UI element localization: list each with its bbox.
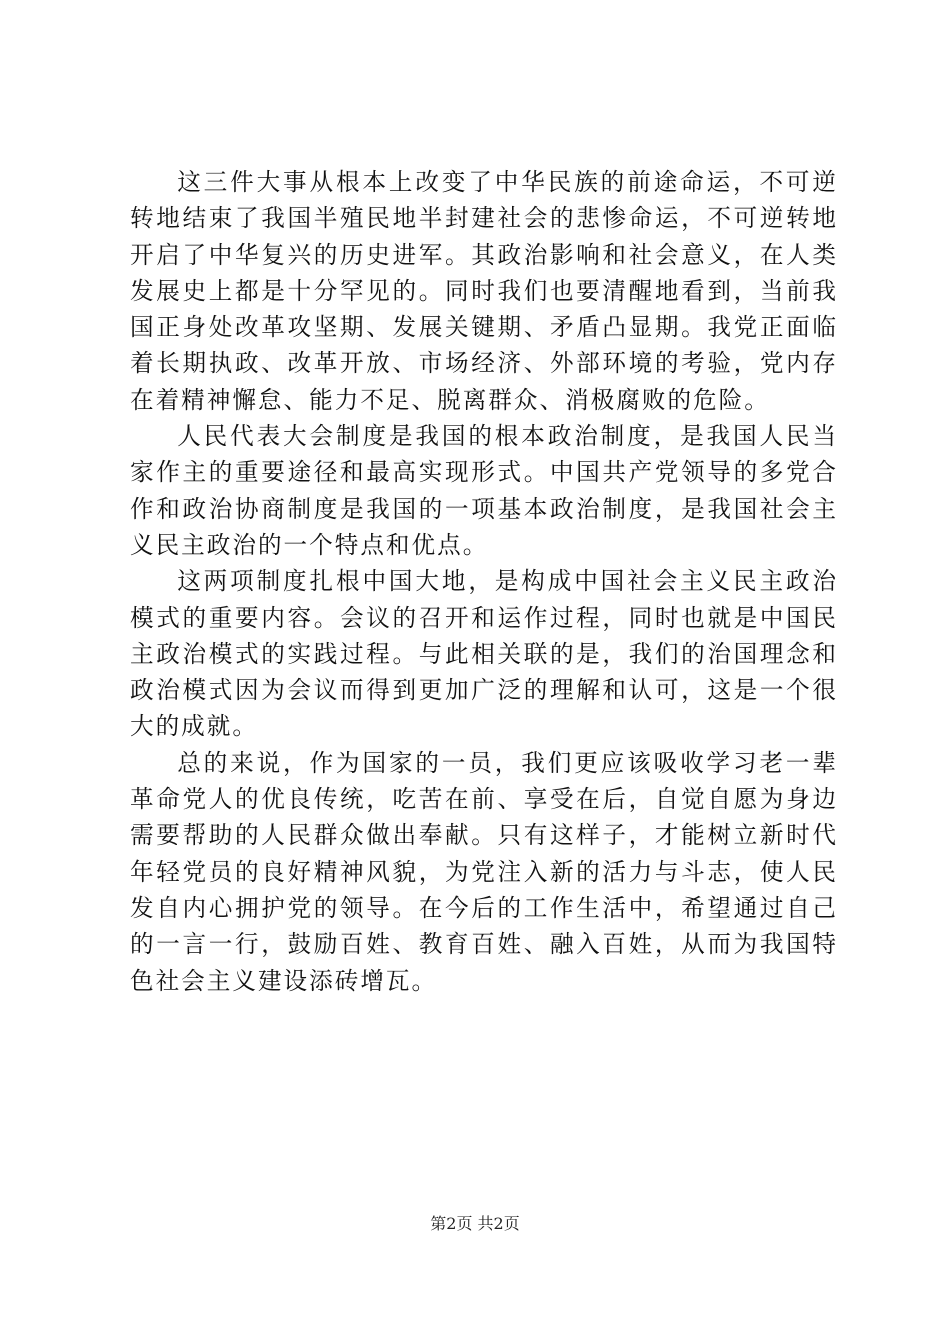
body-paragraph: 总的来说，作为国家的一员，我们更应该吸收学习老一辈革命党人的优良传统，吃苦在前、享受在后，自觉自愿为身边需要帮助的人民群众做出奉献。只有这样子，才能树立新时代年轻党员的良好精神风貌，为党注入新的活力与斗志，使人民发自内心拥护党的领导。在今后的工作生活中，希望通过自己的一言一行，鼓励百姓、教育百姓、融入百姓，从而为我国特色社会主义建设添砖增瓦。 <box>130 748 838 995</box>
document-body <box>130 164 838 999</box>
page-number-footer: 第2页 共2页 <box>430 1214 520 1233</box>
body-paragraph: 这三件大事从根本上改变了中华民族的前途命运，不可逆转地结束了我国半殖民地半封建社会的悲惨命运，不可逆转地开启了中华复兴的历史进军。其政治影响和社会意义，在人类发展史上都是十分罕见的。同时我们也要清醒地看到，当前我国正身处改革攻坚期、发展关键期、矛盾凸显期。我党正面临着长期执政、改革开放、市场经济、外部环境的考验，党内存在着精神懈怠、能力不足、脱离群众、消极腐败的危险。 <box>130 168 838 414</box>
body-paragraph: 人民代表大会制度是我国的根本政治制度，是我国人民当家作主的重要途径和最高实现形式。中国共产党领导的多党合作和政治协商制度是我国的一项基本政治制度，是我国社会主义民主政治的一个特点和优点。 <box>130 422 838 559</box>
body-paragraph: 这两项制度扎根中国大地，是构成中国社会主义民主政治模式的重要内容。会议的召开和运作过程，同时也就是中国民主政治模式的实践过程。与此相关联的是，我们的治国理念和政治模式因为会议而得到更加广泛的理解和认可，这是一个很大的成就。 <box>130 567 838 741</box>
